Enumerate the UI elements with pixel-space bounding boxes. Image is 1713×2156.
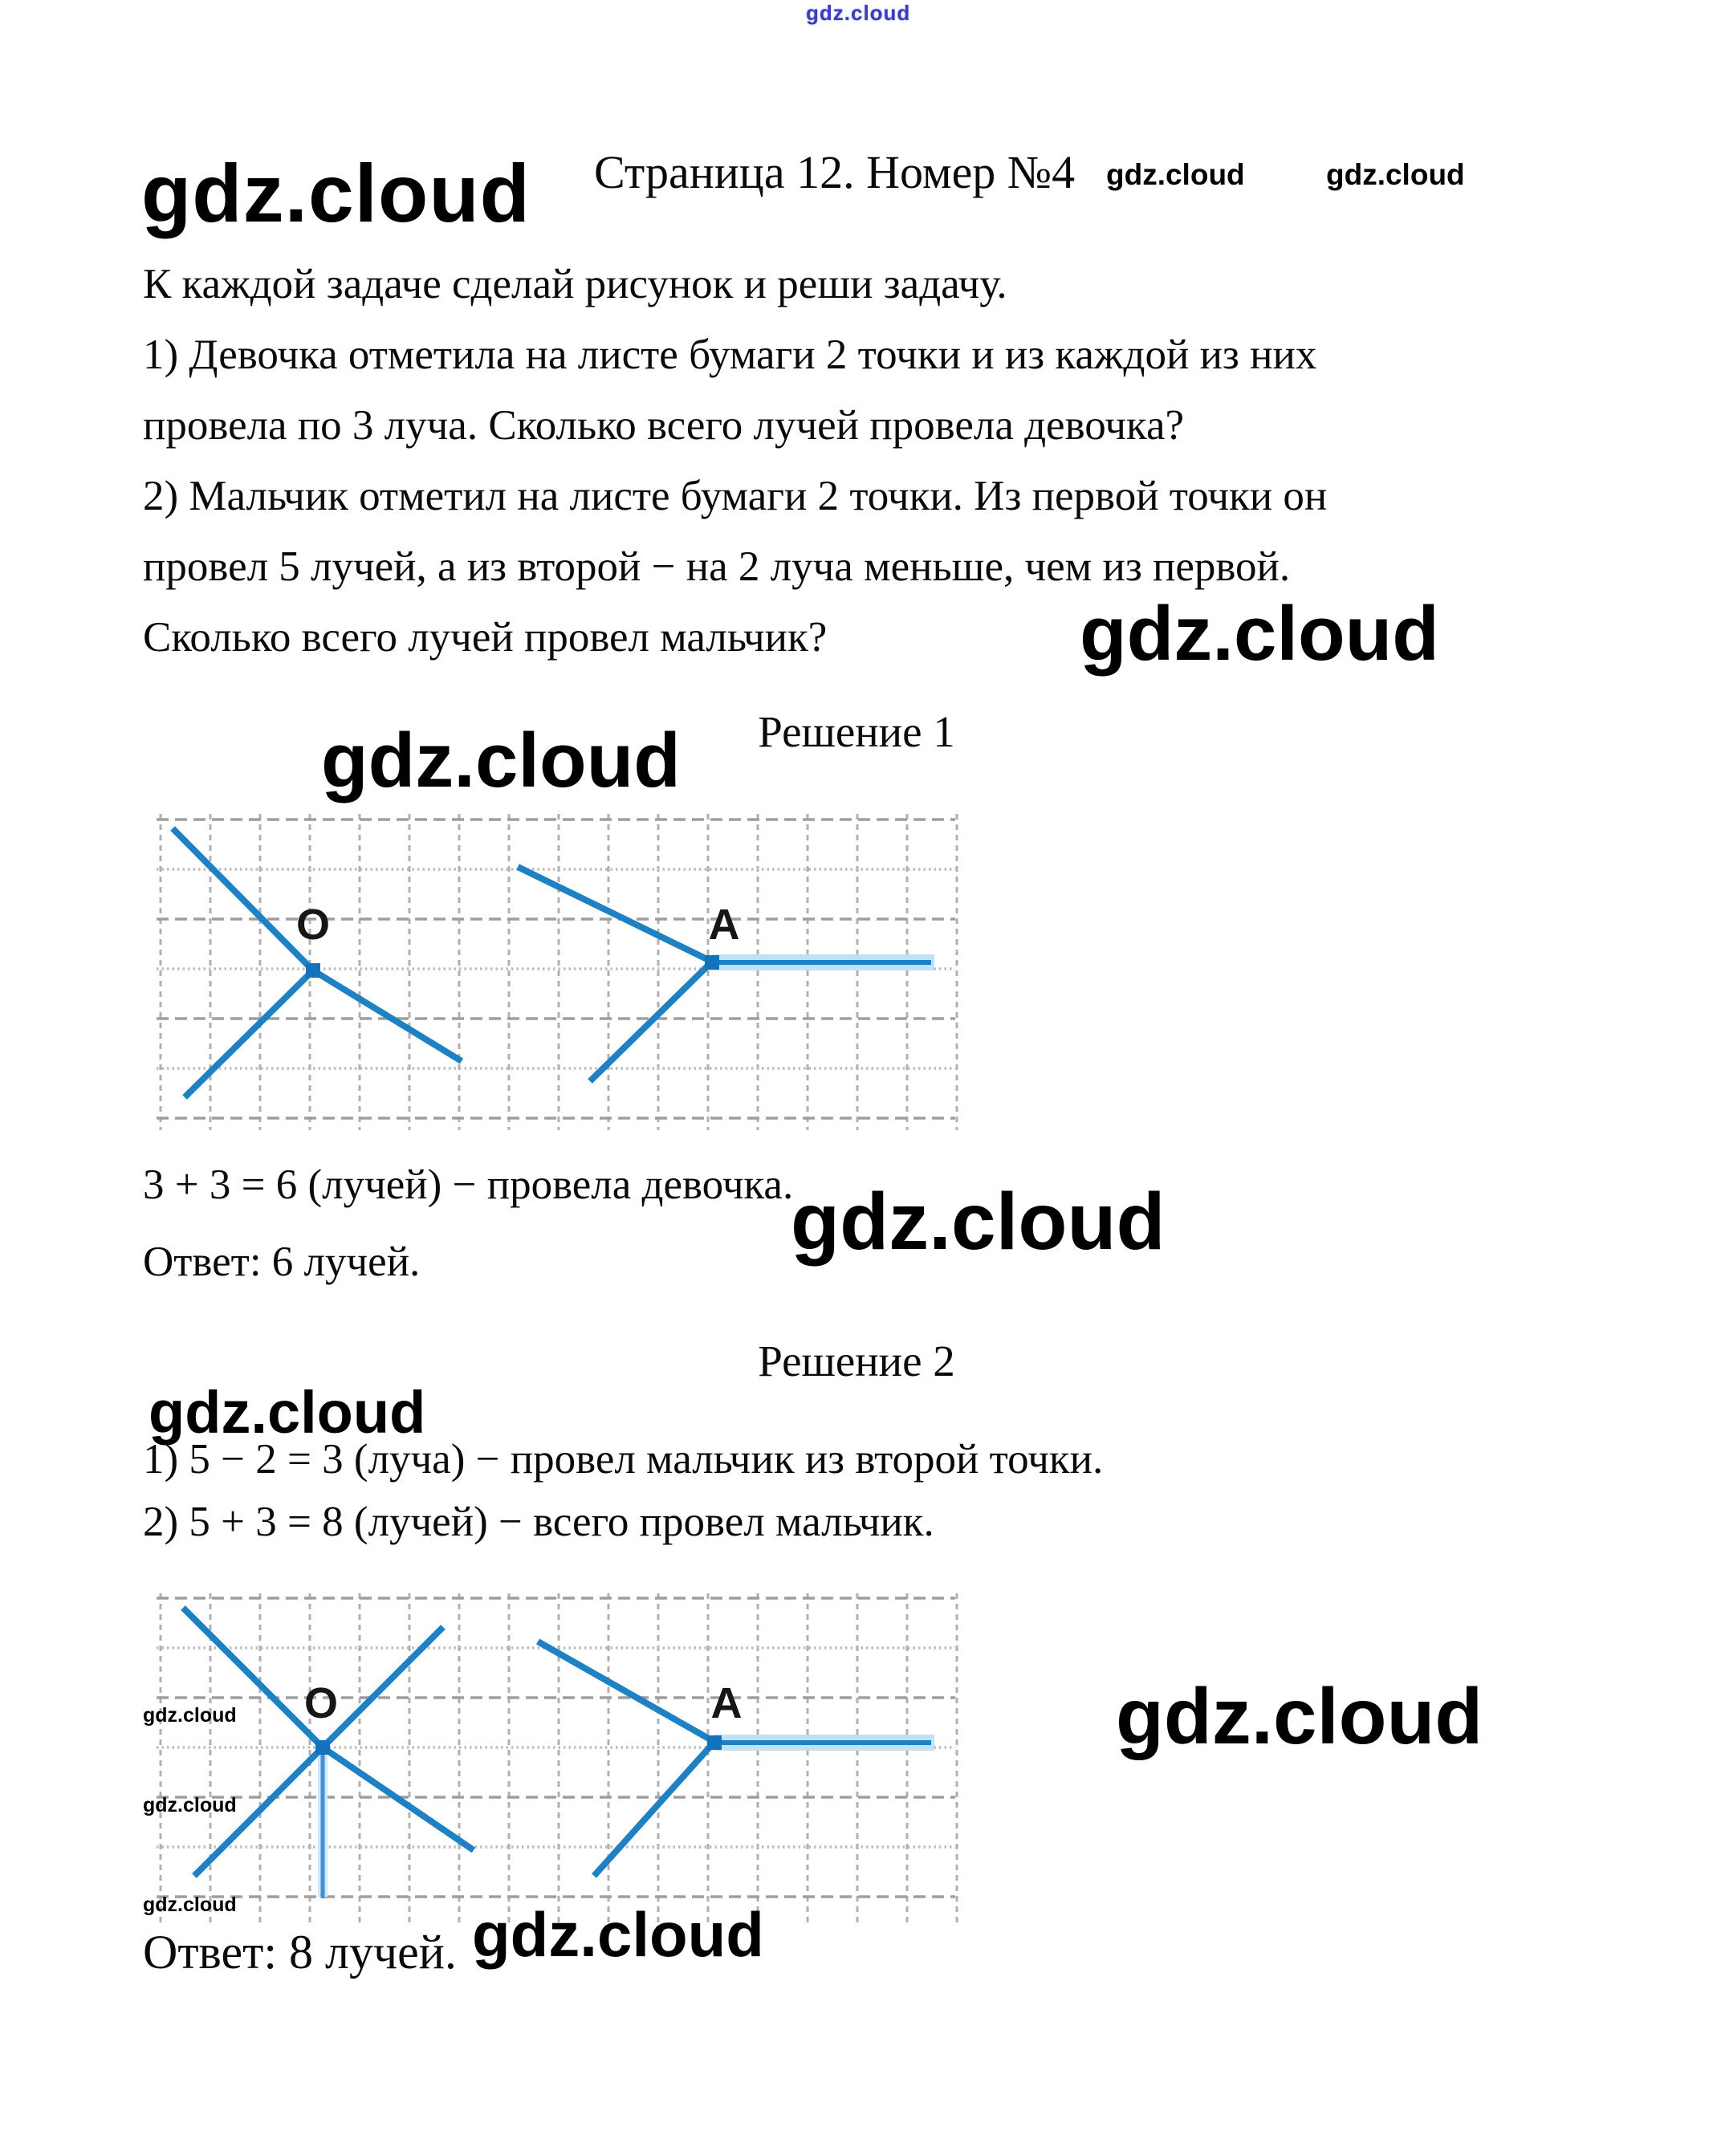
solution1-answer: Ответ: 6 лучей. [143, 1239, 421, 1285]
watermark-solution2-left: gdz.cloud [149, 1379, 426, 1446]
point-O-label: O [295, 901, 331, 949]
solution1-equation: 3 + 3 = 6 (лучей) − провела девочка. [143, 1161, 794, 1208]
solution2-heading: Решение 2 [758, 1336, 955, 1385]
point-O-marker [306, 963, 320, 978]
point-A-marker [705, 955, 719, 970]
watermark-small-1: gdz.cloud [143, 1704, 237, 1727]
ray-A-upleft [518, 867, 712, 962]
watermark-top: gdz.cloud [806, 1, 911, 25]
watermark-problem-right: gdz.cloud [1080, 591, 1439, 677]
diagram-solution2-rays [153, 1591, 963, 1928]
ray-O-upleft [173, 828, 313, 970]
point-A-marker [707, 1735, 722, 1750]
watermark-hero: gdz.cloud [141, 148, 531, 239]
point-A-label: A [710, 1679, 743, 1727]
ray-O-upright [323, 1627, 443, 1747]
point-O-label: O [303, 1679, 339, 1727]
watermark-solution1-right: gdz.cloud [791, 1177, 1166, 1267]
problem2-line2: провел 5 лучей, а из второй − на 2 луча меньше, чем из первой. [143, 543, 1291, 590]
watermark-title-right: gdz.cloud [1326, 158, 1465, 191]
point-A-label: A [708, 901, 740, 949]
diagram-solution1-rays [153, 812, 963, 1133]
ray-O-downright [323, 1747, 474, 1850]
problem1-line1: 1) Девочка отметила на листе бумаги 2 точки и из каждой из них [143, 332, 1317, 378]
ray-A-downleft [590, 962, 712, 1081]
ray-A-upleft [538, 1641, 714, 1742]
page-title: Страница 12. Номер №4 [594, 146, 1076, 198]
grid-lines [157, 814, 957, 1130]
ray-A-downleft [594, 1742, 714, 1876]
watermark-solution1-left: gdz.cloud [321, 718, 681, 803]
problem2-line3: Сколько всего лучей провел мальчик? [143, 614, 828, 661]
problem1-line2: провела по 3 луча. Сколько всего лучей провела девочка? [143, 402, 1185, 449]
intro-text: К каждой задаче сделай рисунок и реши задачу. [143, 261, 1007, 307]
watermark-bottom: gdz.cloud [472, 1899, 764, 1970]
solution2-step1: 1) 5 − 2 = 3 (луча) − провел мальчик из второй точки. [143, 1436, 1104, 1483]
solution2-answer: Ответ: 8 лучей. [143, 1926, 457, 1979]
grid-lines [157, 1593, 957, 1925]
ray-O-downright [313, 970, 462, 1061]
solution1-heading: Решение 1 [758, 707, 955, 756]
point-O-marker [315, 1740, 330, 1755]
ray-O-downleft [185, 970, 313, 1097]
watermark-small-2: gdz.cloud [143, 1794, 237, 1816]
watermark-diagram2-right: gdz.cloud [1116, 1672, 1483, 1760]
problem2-line1: 2) Мальчик отметил на листе бумаги 2 точки. Из первой точки он [143, 473, 1328, 519]
solution2-step2: 2) 5 + 3 = 8 (лучей) − всего провел мальчик. [143, 1499, 934, 1545]
watermark-after-title: gdz.cloud [1106, 158, 1245, 191]
watermark-small-3: gdz.cloud [143, 1894, 237, 1916]
